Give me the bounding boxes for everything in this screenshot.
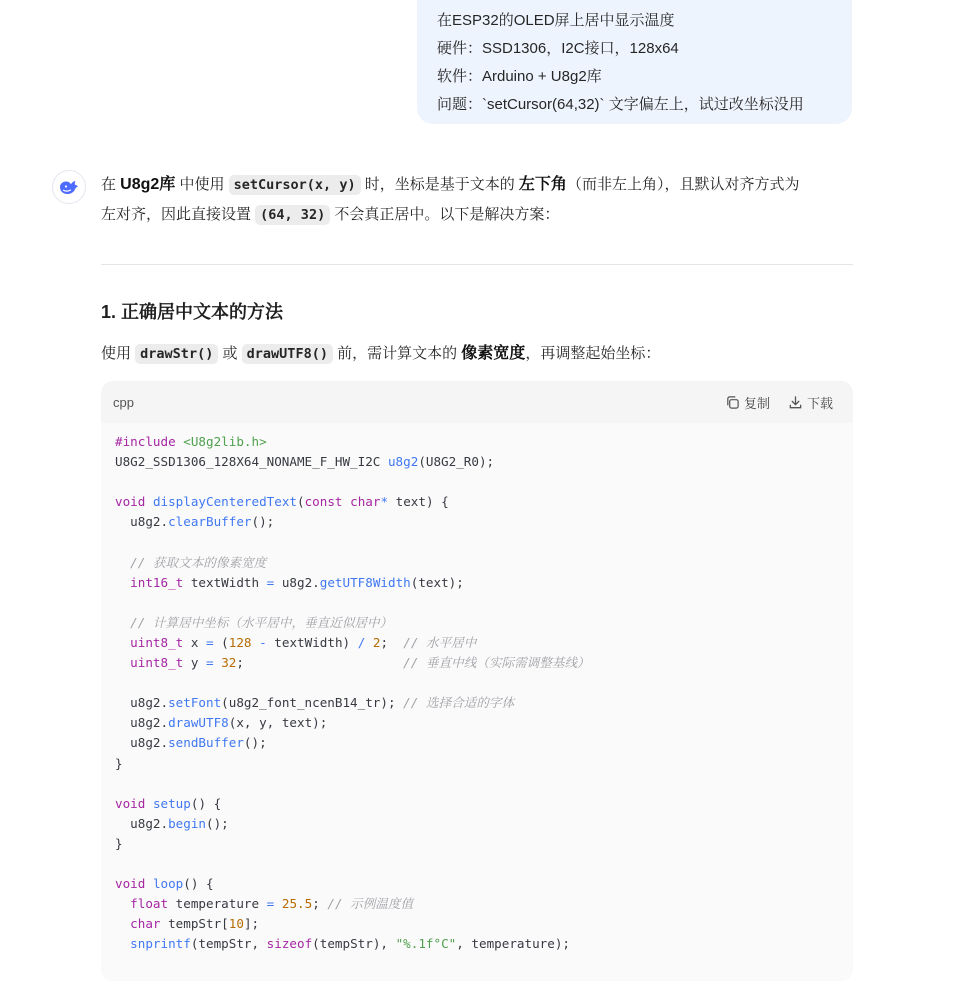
intro-line-2 <box>101 206 559 223</box>
answer-intro-paragraph <box>101 170 853 230</box>
para-text: 前，需计算文本的 <box>332 345 462 362</box>
download-code-button[interactable] <box>788 393 833 412</box>
code-block <box>101 381 853 981</box>
intro-bold-bottom-left: 左下角 <box>518 176 567 193</box>
copy-icon <box>725 395 740 410</box>
assistant-answer <box>101 170 853 230</box>
inline-code-setcursor: setCursor(x, y) <box>229 175 361 195</box>
user-message-bubble <box>417 0 852 124</box>
section-divider <box>101 264 853 265</box>
code-block-header <box>101 381 853 423</box>
user-message-line: 在ESP32的OLED屏上居中显示温度 <box>437 12 675 29</box>
inline-code-drawstr: drawStr() <box>135 344 218 364</box>
whale-logo-icon <box>57 175 81 199</box>
inline-code-drawutf8: drawUTF8() <box>242 344 333 364</box>
intro-bold-u8g2: U8g2库 <box>120 176 176 193</box>
para-text: 或 <box>218 345 242 362</box>
para-text: 使用 <box>101 345 136 362</box>
user-message-line: 软件：Arduino + U8g2库 <box>437 68 602 85</box>
code-content: #include <U8g2lib.h> U8G2_SSD1306_128X64_NONAME_F_HW_I2C u8g2(U8G2_R0); void displayCenteredText(const char* text) { u8g2.clearBuffer(); // 获取文本的像素宽度 int16_t textWidth = u8g2.getUTF8Width(text); // 计算居中坐标（水平居中，垂直近似居中） uint8_t x = (128 - textWidth) / 2; // 水平居中 uint8_t y = 32; // 垂直中线（实际需调整基线） u8g2.setFont(u8g2_font_ncenB14_tr); // 选择合适的字体 u8g2.drawUTF8(x, y, text); u8g2.sendBuffer(); } void setup() { u8g2.begin(); } void loop() { float temperature = 25.5; // 示例温度值 char tempStr[10]; snprintf(tempStr, sizeof(tempStr), "%.1f°C", temperature); <box>115 434 590 952</box>
code-actions <box>725 393 833 412</box>
intro-text: 时，坐标是基于文本的 <box>360 176 519 193</box>
intro-text: 不会真正居中。以下是解决方案： <box>330 206 560 223</box>
download-label: 下载 <box>806 395 833 411</box>
code-language-label: cpp <box>113 394 134 410</box>
intro-line-1 <box>101 176 799 193</box>
copy-code-button[interactable] <box>725 393 770 412</box>
copy-label: 复制 <box>743 395 770 411</box>
para-bold-pixel-width: 像素宽度 <box>461 345 526 362</box>
intro-text: （而非左上角），且默认对齐方式为 <box>566 176 800 193</box>
assistant-avatar <box>52 170 86 204</box>
intro-text: 在 <box>101 176 121 193</box>
user-message-line: 问题：`setCursor(64,32)` 文字偏左上，试过改坐标没用 <box>437 96 804 113</box>
section-heading: 1. 正确居中文本的方法 <box>101 302 284 322</box>
para-text: ，再调整起始坐标： <box>525 345 661 362</box>
intro-text: 左对齐，因此直接设置 <box>101 206 256 223</box>
intro-text: 中使用 <box>175 176 229 193</box>
download-icon <box>788 395 803 410</box>
user-message-line: 硬件：SSD1306，I2C接口，128x64 <box>437 40 679 57</box>
method-paragraph <box>101 340 660 368</box>
inline-code-coords: (64, 32) <box>255 205 330 225</box>
code-body <box>101 423 853 981</box>
